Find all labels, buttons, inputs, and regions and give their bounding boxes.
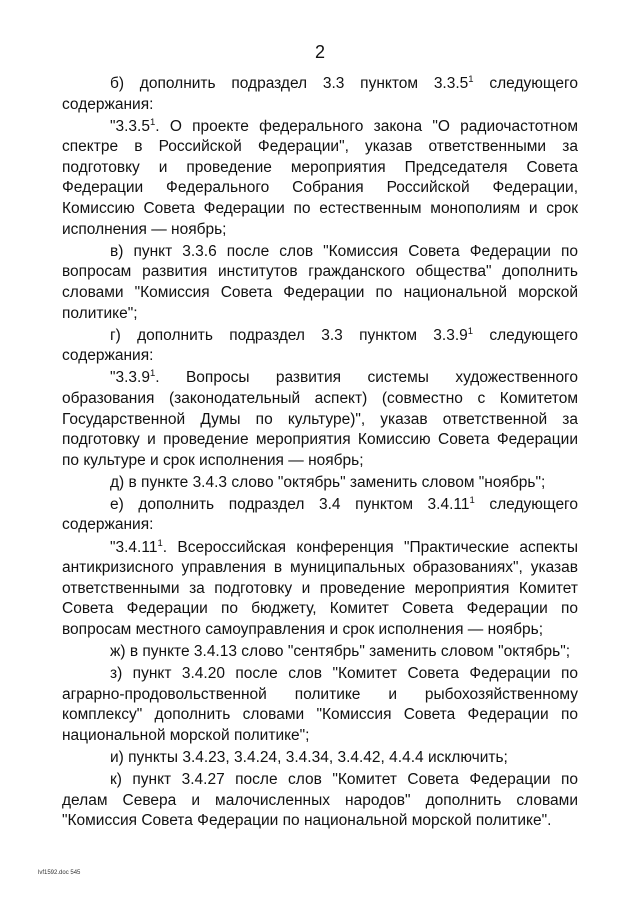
paragraph-k: к) пункт 3.4.27 после слов "Комитет Совета Федерации по делам Севера и малочисленных народов" дополнить словами "Комиссия Совета Федерации по национальной морской политике". — [62, 771, 578, 830]
paragraph-v: в) пункт 3.3.6 после слов "Комиссия Совета Федерации по вопросам развития институтов гражданского общества" дополнить словами "Комиссия Совета Федерации по национальной морской политике"; — [62, 242, 578, 322]
document-body — [62, 74, 578, 833]
paragraph-zh: ж) в пункте 3.4.13 слово "сентябрь" заменить словом "октябрь"; — [110, 643, 571, 661]
paragraph-b: б) дополнить подраздел 3.3 пунктом 3.3.5$^1$ следующего содержания: — [62, 73, 578, 113]
paragraph-3-3-5-1: "3.3.5$^1$. О проекте федерального закона "О радиочастотном спектре в Российской Федерации", указав ответственными за подготовку и проведение мероприятия Председателя Совета Федерации Федерального Собрания Российской Федерации, Комиссию Совета Федерации по естественным монополиям и срок исполнения — ноябрь; — [62, 116, 578, 238]
paragraph-i: и) пункты 3.4.23, 3.4.24, 3.4.34, 3.4.42, 4.4.4 исключить; — [110, 749, 508, 766]
paragraph-g: г) дополнить подраздел 3.3 пунктом 3.3.9$^1$ следующего содержания: — [62, 325, 578, 365]
paragraph-e: е) дополнить подраздел 3.4 пунктом 3.4.11$^1$ следующего содержания: — [62, 494, 578, 534]
document-footer-code: lvf1592.doc 545 — [38, 870, 81, 876]
paragraph-d: д) в пункте 3.4.3 слово "октябрь" заменить словом "ноябрь"; — [110, 473, 546, 491]
paragraph-3-3-9-1: "3.3.9$^1$. Вопросы развития системы художественного образования (законодательный аспект) (совместно с Комитетом Государственной Думы по культуре)", указав ответственной за подготовку и проведение мероприятия Комиссию Совета Федерации по культуре и срок исполнения — ноябрь; — [62, 368, 578, 469]
paragraph-z: з) пункт 3.4.20 после слов "Комитет Совета Федерации по аграрно-продовольственной политике и рыбохозяйственному комплексу" дополнить словами "Комиссия Совета Федерации по национальной морской политике"; — [62, 665, 578, 744]
paragraph-3-4-11-1: "3.4.11$^1$. Всероссийская конференция "Практические аспекты антикризисного управления в муниципальных образованиях", указав ответственными за подготовку и проведение мероприятия Комитет Совета Федерации по бюджету, Комитет Совета Федерации по вопросам местного самоуправления и срок исполнения — ноябрь; — [62, 537, 578, 638]
page-number: 2 — [314, 42, 325, 62]
